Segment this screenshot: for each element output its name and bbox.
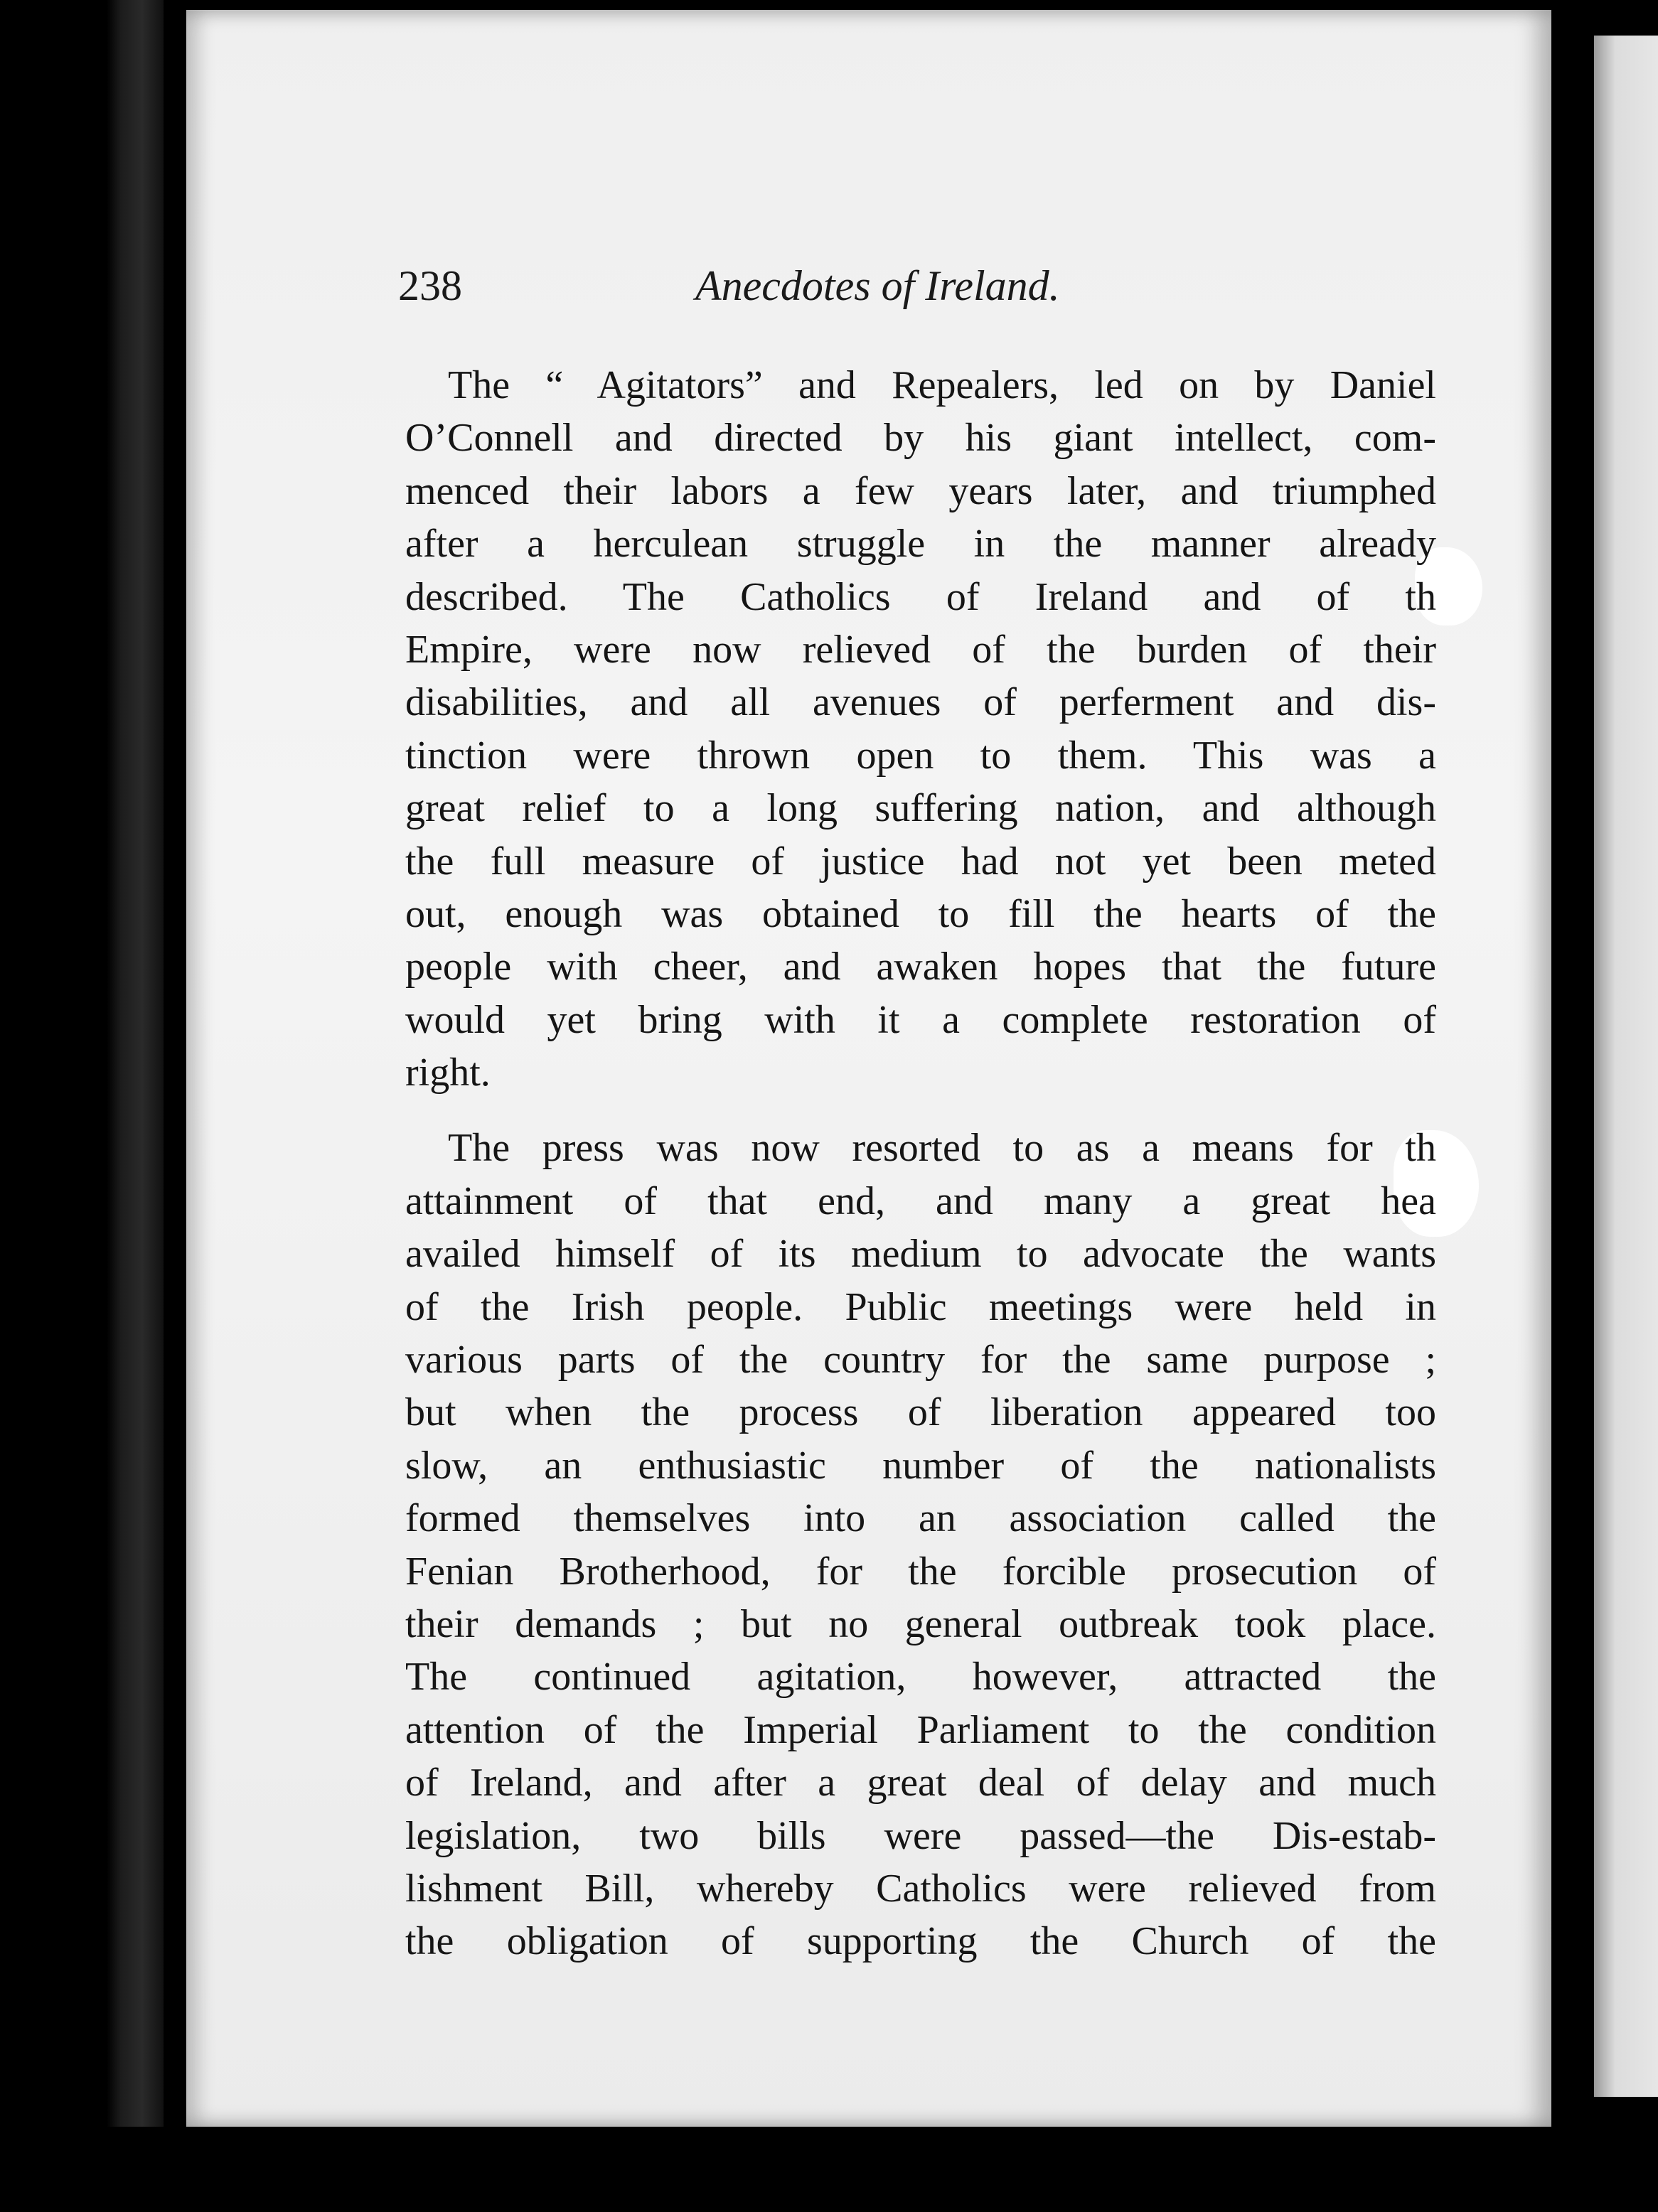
- text-line: attention of the Imperial Parliament to the condition: [405, 1707, 1436, 1752]
- text-line: formed themselves into an association called the: [405, 1496, 1436, 1541]
- text-line: availed himself of its medium to advocate the wants: [405, 1232, 1436, 1277]
- text-line: would yet bring with it a complete restoration of: [405, 997, 1436, 1042]
- text-line: the full measure of justice had not yet been meted: [405, 839, 1436, 884]
- paragraph: [405, 1122, 1436, 1967]
- text-line: their demands ; but no general outbreak took place.: [405, 1601, 1436, 1646]
- text-line: but when the process of liberation appeared too: [405, 1390, 1436, 1435]
- text-line: The “ Agitators” and Repealers, led on by Daniel: [448, 363, 1436, 407]
- text-line: of the Irish people. Public meetings were held in: [405, 1284, 1436, 1329]
- text-line: attainment of that end, and many a great hea: [405, 1179, 1436, 1223]
- paragraph-spacer: [405, 1099, 1436, 1122]
- book-spine-edge: [0, 0, 164, 2212]
- body-text: [405, 359, 1436, 1968]
- text-line: O’Connell and directed by his giant intellect, com-: [405, 416, 1436, 461]
- text-line: disabilities, and all avenues of perferment and dis-: [405, 680, 1436, 725]
- facing-page-edge: [1594, 36, 1658, 2097]
- text-line: described. The Catholics of Ireland and of th: [405, 574, 1436, 619]
- text-line: slow, an enthusiastic number of the nationalists: [405, 1443, 1436, 1488]
- page-number: 238: [398, 262, 462, 309]
- running-header: [398, 262, 1465, 318]
- text-line: after a herculean struggle in the manner already: [405, 522, 1436, 567]
- text-line: right.: [405, 1051, 491, 1095]
- text-line: tinction were thrown open to them. This was a: [405, 733, 1436, 778]
- text-line: out, enough was obtained to fill the hearts of the: [405, 891, 1436, 936]
- text-line: legislation, two bills were passed—the Dis-estab-: [405, 1813, 1436, 1858]
- text-line: people with cheer, and awaken hopes that the future: [405, 945, 1436, 989]
- text-line: great relief to a long suffering nation, and although: [405, 786, 1436, 831]
- text-line: the obligation of supporting the Church of the: [405, 1919, 1436, 1964]
- text-line: The continued agitation, however, attracted the: [405, 1655, 1436, 1700]
- text-line: of Ireland, and after a great deal of delay and much: [405, 1761, 1436, 1805]
- text-line: lishment Bill, whereby Catholics were relieved from: [405, 1866, 1436, 1911]
- text-line: various parts of the country for the same purpose ;: [405, 1338, 1436, 1382]
- bottom-shadow-edge: [0, 2127, 1658, 2212]
- text-line: The press was now resorted to as a means for th: [448, 1126, 1436, 1171]
- page-gutter: [1551, 0, 1594, 2212]
- text-line: Fenian Brotherhood, for the forcible prosecution of: [405, 1549, 1436, 1594]
- running-head-title: Anecdotes of Ireland.: [695, 262, 1060, 309]
- text-line: menced their labors a few years later, and triumphed: [405, 468, 1436, 513]
- text-line: Empire, were now relieved of the burden of their: [405, 627, 1436, 672]
- paragraph: [405, 359, 1436, 1099]
